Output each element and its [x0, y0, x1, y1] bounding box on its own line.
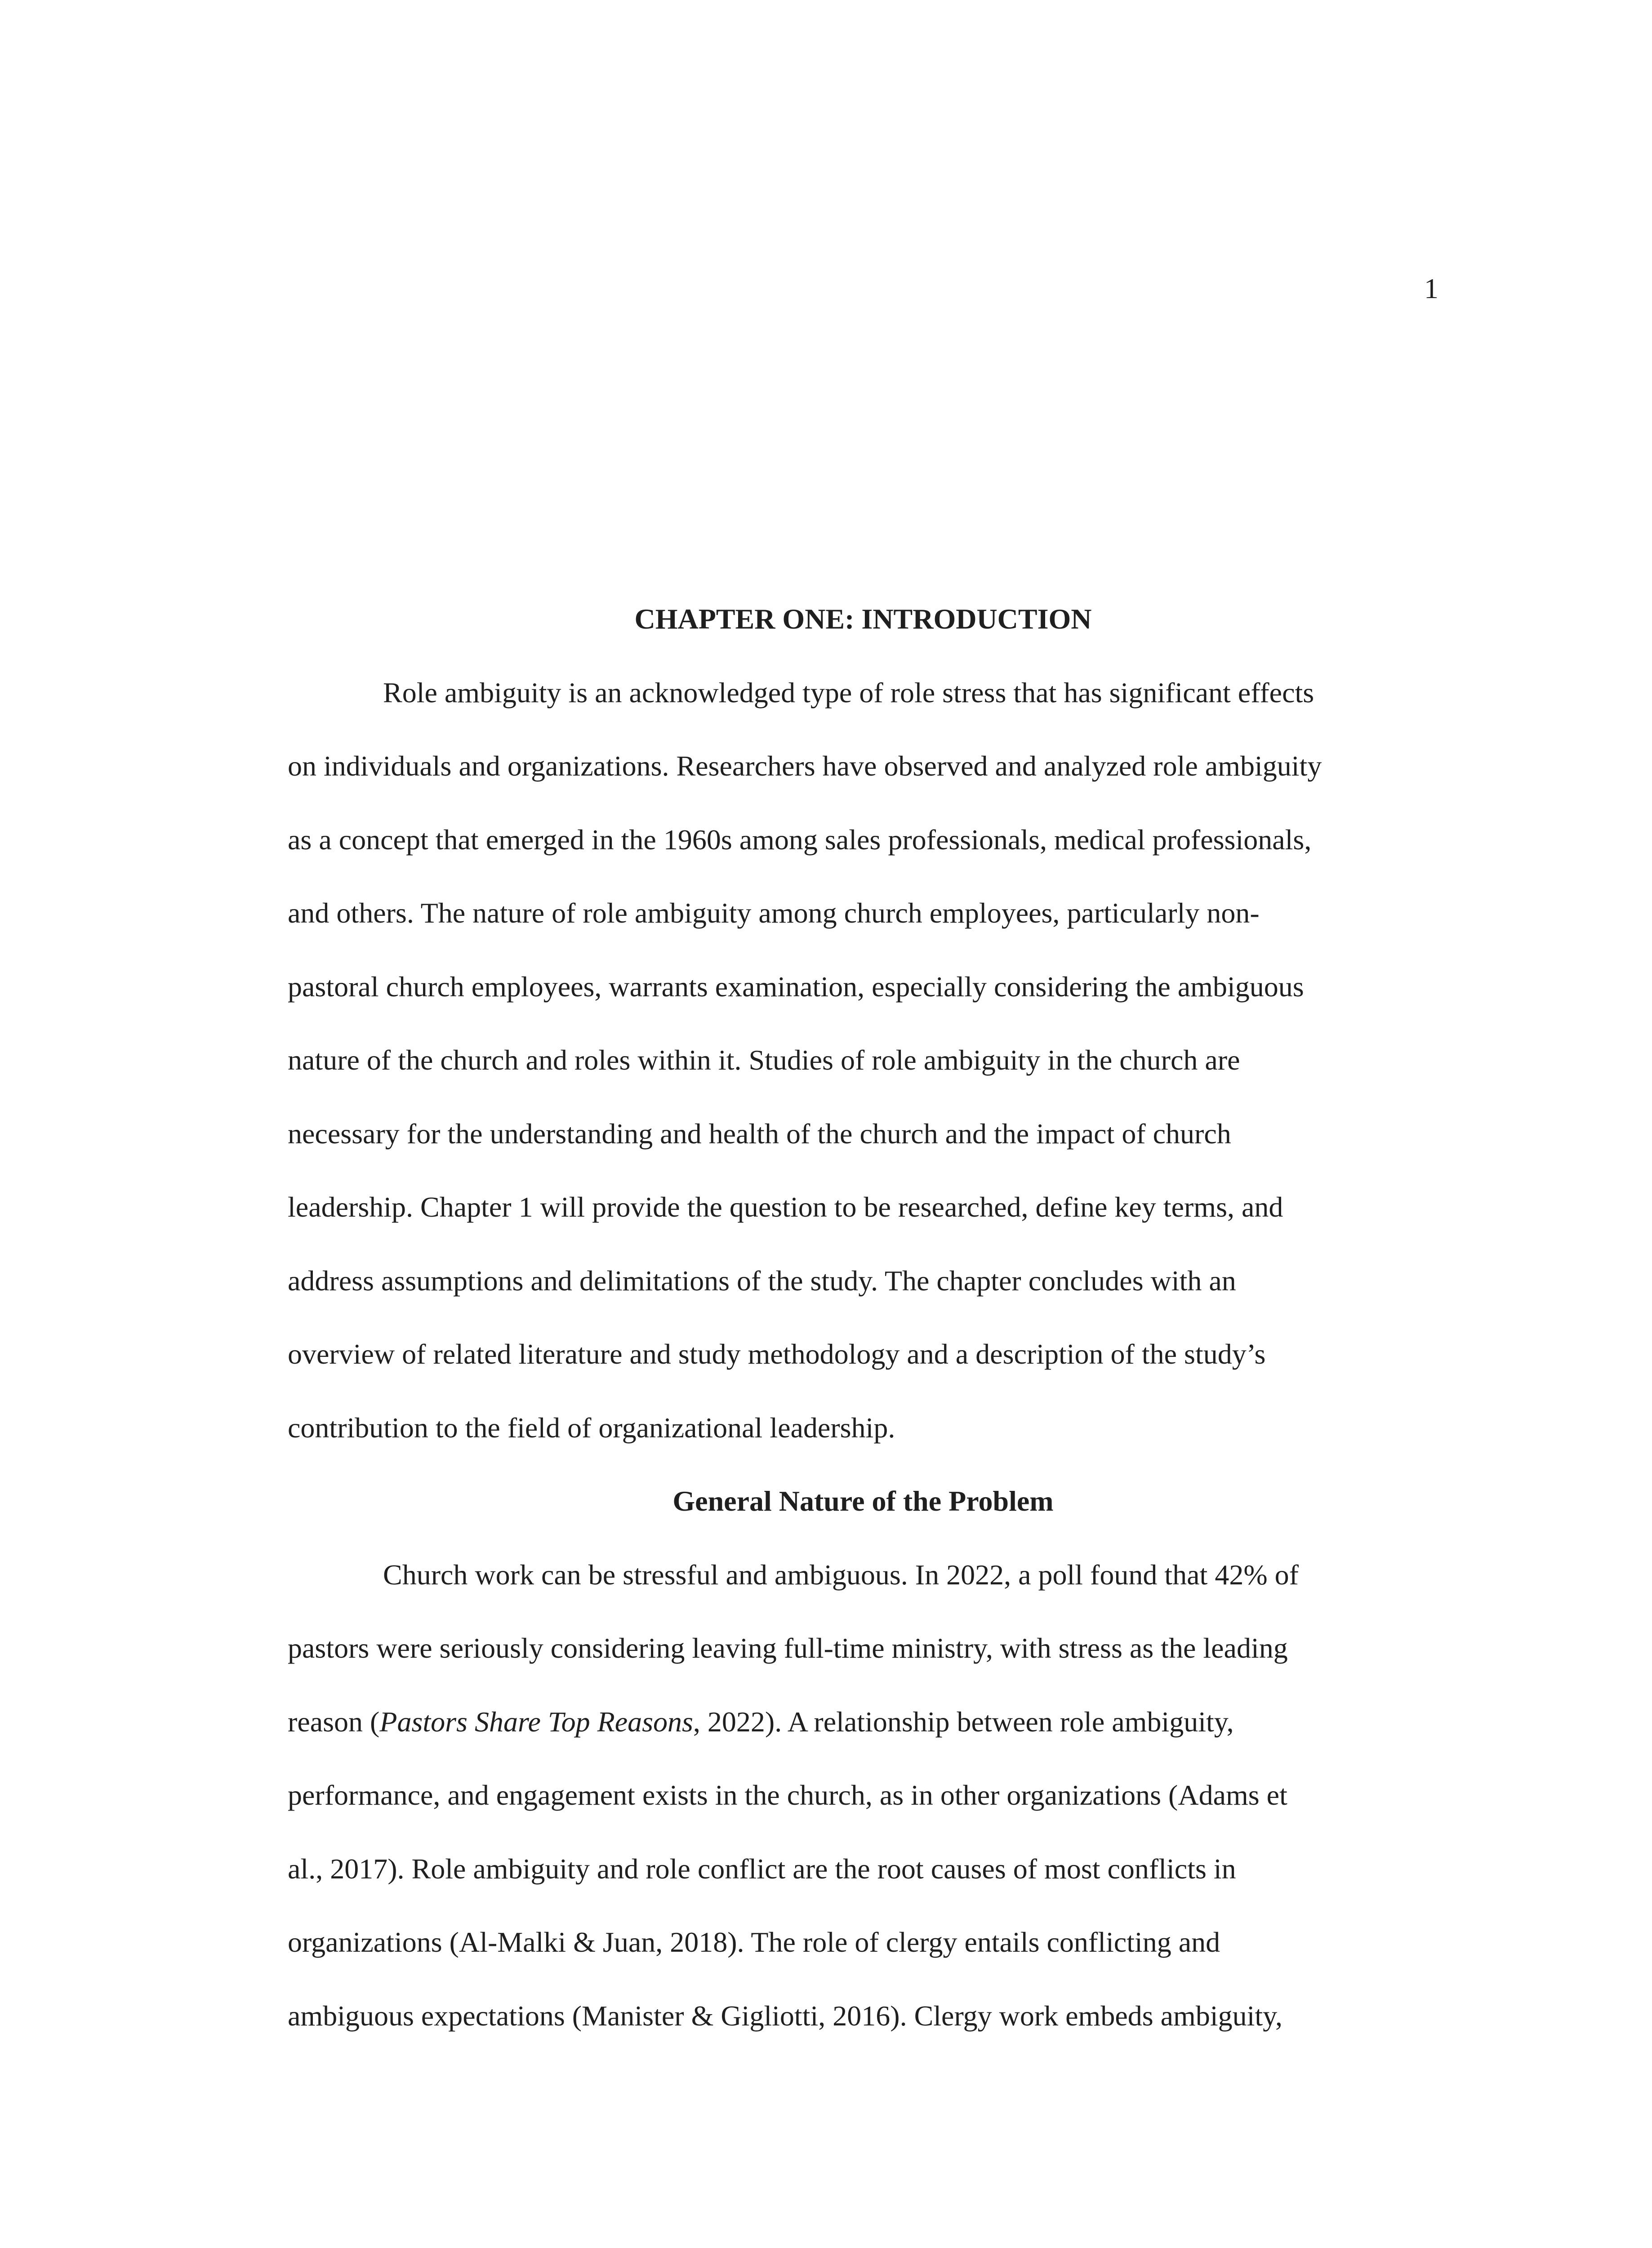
paragraph-line: ambiguous expectations (Manister & Gigliotti, 2016). Clergy work embeds ambiguity, — [288, 1999, 1282, 2032]
paragraph-line: overview of related literature and study methodology and a description of the study’s — [288, 1338, 1266, 1370]
document-body — [288, 582, 1438, 2052]
paragraph-line: al., 2017). Role ambiguity and role conflict are the root causes of most conflicts in — [288, 1852, 1236, 1885]
paragraph-line: Role ambiguity is an acknowledged type of role stress that has significant effects — [383, 676, 1314, 709]
chapter-title: CHAPTER ONE: INTRODUCTION — [634, 603, 1092, 635]
paragraph-line: leadership. Chapter 1 will provide the question to be researched, define key terms, and — [288, 1191, 1283, 1223]
paragraph-line: performance, and engagement exists in the church, as in other organizations (Adams et — [288, 1779, 1287, 1811]
paragraph-line: on individuals and organizations. Researchers have observed and analyzed role ambiguity — [288, 750, 1322, 782]
paragraph-line: necessary for the understanding and health of the church and the impact of church — [288, 1117, 1231, 1150]
section-heading: General Nature of the Problem — [672, 1485, 1054, 1517]
paragraph-line: pastors were seriously considering leaving full-time ministry, with stress as the leading — [288, 1632, 1288, 1664]
paragraph-line: pastoral church employees, warrants examination, especially considering the ambiguous — [288, 970, 1304, 1003]
text-run: reason ( — [288, 1705, 380, 1738]
paragraph-line: nature of the church and roles within it. Studies of role ambiguity in the church are — [288, 1044, 1240, 1076]
italic-title: Pastors Share Top Reasons — [379, 1705, 693, 1738]
paragraph-line: as a concept that emerged in the 1960s among sales professionals, medical professionals, — [288, 823, 1312, 856]
paragraph-line: contribution to the field of organizational leadership. — [288, 1411, 895, 1444]
paragraph-line: organizations (Al-Malki & Juan, 2018). The role of clergy entails conflicting and — [288, 1926, 1220, 1958]
paragraph-line — [288, 1685, 1438, 1759]
text-run: , 2022). A relationship between role ambiguity, — [693, 1705, 1234, 1738]
paragraph-line: Church work can be stressful and ambiguous. In 2022, a poll found that 42% of — [383, 1558, 1299, 1591]
page-number: 1 — [1424, 272, 1438, 304]
paragraph-line: address assumptions and delimitations of the study. The chapter concludes with an — [288, 1264, 1236, 1297]
paragraph-line: and others. The nature of role ambiguity among church employees, particularly non- — [288, 897, 1260, 929]
